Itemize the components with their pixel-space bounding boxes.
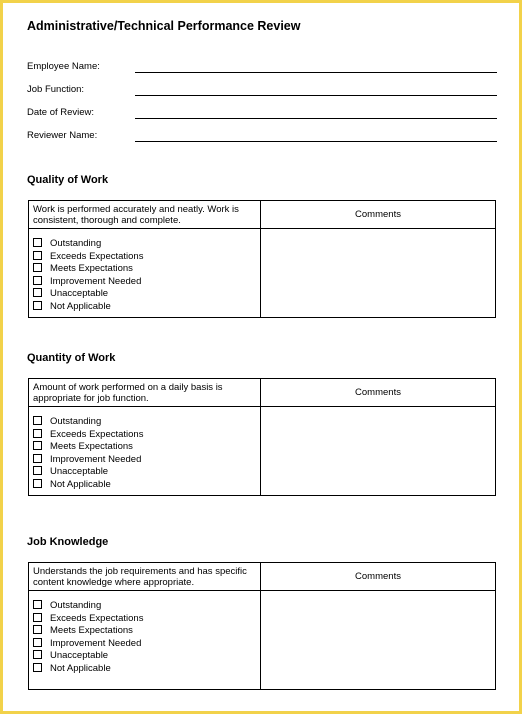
- rating-option[interactable]: Improvement Needed: [33, 638, 260, 651]
- checkbox[interactable]: [33, 638, 42, 647]
- checkbox[interactable]: [33, 663, 42, 672]
- comments-header: Comments: [261, 563, 496, 591]
- checkbox[interactable]: [33, 416, 42, 425]
- reviewer-name-line[interactable]: [135, 141, 497, 142]
- checkbox[interactable]: [33, 301, 42, 310]
- rating-option[interactable]: Unacceptable: [33, 288, 260, 301]
- checkbox[interactable]: [33, 466, 42, 475]
- comments-area[interactable]: [261, 229, 496, 318]
- rating-option[interactable]: Outstanding: [33, 238, 260, 251]
- checkbox[interactable]: [33, 288, 42, 297]
- rating-option[interactable]: Exceeds Expectations: [33, 251, 260, 264]
- job-function-line[interactable]: [135, 95, 497, 96]
- job-function-field[interactable]: [27, 84, 497, 98]
- rating-option[interactable]: Unacceptable: [33, 466, 260, 479]
- criteria-description: Understands the job requirements and has specific content knowledge where appropriate.: [29, 563, 261, 591]
- date-of-review-line[interactable]: [135, 118, 497, 119]
- comments-area[interactable]: [261, 407, 496, 496]
- rating-option[interactable]: Improvement Needed: [33, 276, 260, 289]
- rating-options-cell: [29, 229, 261, 318]
- section-title-job-knowledge: Job Knowledge: [27, 536, 109, 548]
- review-form-page: [3, 3, 519, 711]
- checkbox[interactable]: [33, 276, 42, 285]
- comments-header: Comments: [261, 201, 496, 229]
- rating-table-quality: [28, 200, 496, 318]
- rating-option[interactable]: Meets Expectations: [33, 263, 260, 276]
- rating-option[interactable]: Meets Expectations: [33, 441, 260, 454]
- rating-options-list: [29, 229, 260, 317]
- section-title-quality: Quality of Work: [27, 174, 109, 186]
- employee-name-label: Employee Name:: [27, 61, 100, 72]
- reviewer-name-field[interactable]: [27, 130, 497, 144]
- rating-option[interactable]: Not Applicable: [33, 479, 260, 492]
- reviewer-name-label: Reviewer Name:: [27, 130, 98, 141]
- rating-option[interactable]: Outstanding: [33, 600, 260, 613]
- checkbox[interactable]: [33, 600, 42, 609]
- criteria-description: Amount of work performed on a daily basis is appropriate for job function.: [29, 379, 261, 407]
- checkbox[interactable]: [33, 650, 42, 659]
- checkbox[interactable]: [33, 613, 42, 622]
- job-function-label: Job Function:: [27, 84, 85, 95]
- rating-options-list: [29, 591, 260, 689]
- date-of-review-label: Date of Review:: [27, 107, 95, 118]
- checkbox[interactable]: [33, 263, 42, 272]
- rating-options-cell: [29, 591, 261, 690]
- rating-option[interactable]: Exceeds Expectations: [33, 613, 260, 626]
- date-of-review-field[interactable]: [27, 107, 497, 121]
- checkbox[interactable]: [33, 429, 42, 438]
- form-title: Administrative/Technical Performance Review: [27, 19, 301, 33]
- checkbox[interactable]: [33, 625, 42, 634]
- rating-option[interactable]: Unacceptable: [33, 650, 260, 663]
- rating-option[interactable]: Not Applicable: [33, 663, 260, 676]
- rating-option[interactable]: Exceeds Expectations: [33, 429, 260, 442]
- rating-table-quantity: [28, 378, 496, 496]
- checkbox[interactable]: [33, 441, 42, 450]
- checkbox[interactable]: [33, 454, 42, 463]
- rating-option[interactable]: Not Applicable: [33, 301, 260, 314]
- rating-option[interactable]: Meets Expectations: [33, 625, 260, 638]
- section-title-quantity: Quantity of Work: [27, 352, 116, 364]
- checkbox[interactable]: [33, 251, 42, 260]
- comments-header: Comments: [261, 379, 496, 407]
- employee-name-line[interactable]: [135, 72, 497, 73]
- rating-options-list: [29, 407, 260, 495]
- rating-option[interactable]: Outstanding: [33, 416, 260, 429]
- rating-options-cell: [29, 407, 261, 496]
- employee-name-field[interactable]: [27, 61, 497, 75]
- rating-option[interactable]: Improvement Needed: [33, 454, 260, 467]
- comments-area[interactable]: [261, 591, 496, 690]
- checkbox[interactable]: [33, 238, 42, 247]
- rating-table-job-knowledge: [28, 562, 496, 690]
- checkbox[interactable]: [33, 479, 42, 488]
- criteria-description: Work is performed accurately and neatly. Work is consistent, thorough and complete.: [29, 201, 261, 229]
